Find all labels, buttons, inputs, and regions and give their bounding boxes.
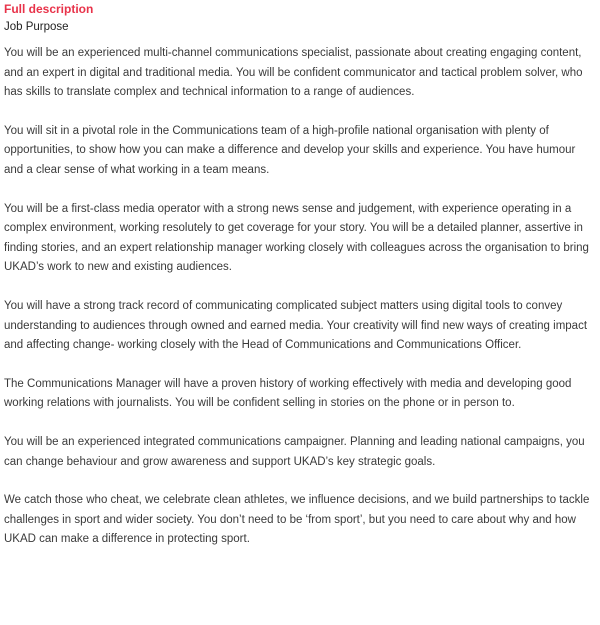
section-title: Full description [4,2,94,16]
paragraph: You will be an experienced multi-channel communications specialist, passionate about creating engaging content, and an expert in digital and traditional media. You will be confident communicator and tactical problem solver, who has skills to translate complex and technical information to a range of audiences. [4,47,583,99]
paragraph: You will sit in a pivotal role in the Communications team of a high-profile national organisation with plenty of opportunities, to show how you can make a difference and develop your skills and experience. You have humour and a clear sense of what working in a team means. [4,124,576,176]
paragraph: We catch those who cheat, we celebrate clean athletes, we influence decisions, and we build partnerships to tackle challenges in sport and wider society. You don’t need to be ‘from sport’, but you need to care about why and how UKAD can make a difference in protecting sport. [4,494,590,546]
job-purpose-heading: Job Purpose [4,21,69,33]
paragraph: You will have a strong track record of communicating complicated subject matters using digital tools to convey understanding to audiences through owned and earned media. Your creativity will find new ways of creating impact and affecting change- working closely with the Head of Communications and Communications Officer. [4,299,588,352]
paragraph: You will be a first-class media operator with a strong news sense and judgement, with experience operating in a complex environment, working resolutely to get coverage for your story. You will be a detailed planner, assertive in finding stories, and an expert relationship manager working closely with colleagues across the organisation to bring UKAD’s work to new and existing audiences. [4,202,589,274]
paragraph: You will be an experienced integrated communications campaigner. Planning and leading national campaigns, you can change behaviour and grow awareness and support UKAD’s key strategic goals. [4,435,585,468]
paragraph: The Communications Manager will have a proven history of working effectively with media and developing good working relations with journalists. You will be confident selling in stories on the phone or in person to. [4,377,572,410]
